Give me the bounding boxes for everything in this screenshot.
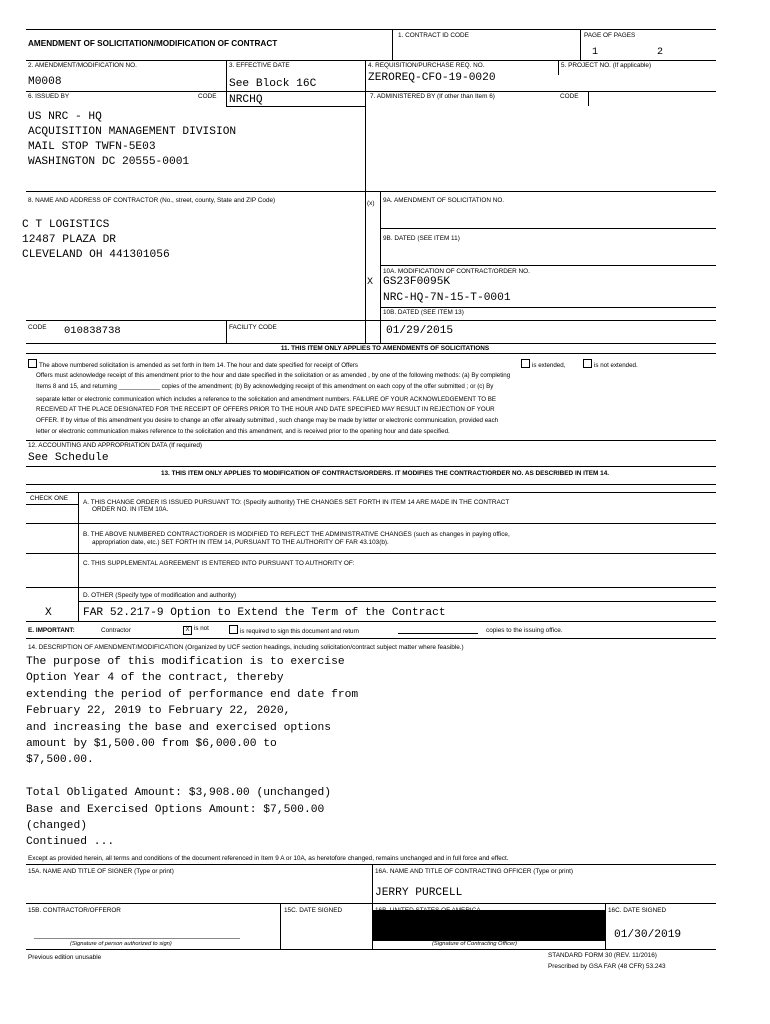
description-line: Total Obligated Amount: $3,908.00 (unchanged) [26, 787, 332, 799]
extended-label: is extended, [532, 362, 566, 369]
signer-label: 15A. NAME AND TITLE OF SIGNER (Type or print) [28, 868, 174, 875]
rule [26, 903, 716, 904]
issued-code-label: CODE [198, 93, 217, 100]
copies-label: copies to the issuing office. [486, 627, 563, 634]
modification-x-mark: X [367, 277, 374, 288]
accounting-label: 12. ACCOUNTING AND APPROPRIATION DATA (If required) [28, 442, 203, 449]
rule [26, 587, 716, 588]
issuer-line: WASHINGTON DC 20555-0001 [28, 156, 190, 168]
rule [280, 903, 281, 949]
rule [26, 484, 716, 485]
accounting-value: See Schedule [28, 452, 109, 464]
extended-option [521, 359, 565, 370]
dated-10b-value: 01/29/2015 [386, 325, 454, 337]
option-d-x-mark: X [45, 607, 52, 619]
rule [26, 440, 716, 441]
rule [580, 29, 581, 60]
rule [26, 504, 78, 505]
description-line: amount by $1,500.00 from $6,000.00 to [26, 738, 277, 750]
effective-date-value: See Block 16C [229, 78, 317, 90]
description-line: February 22, 2019 to February 22, 2020, [26, 705, 291, 717]
description-line: The purpose of this modification is to exercise [26, 656, 345, 668]
date-signed-16c-label: 16C. DATE SIGNED [608, 907, 667, 914]
amendment-no-value: M0008 [28, 76, 62, 88]
rule [365, 60, 366, 343]
standard-form-label: STANDARD FORM 30 (REV. 11/2016) [548, 952, 657, 959]
contract-id-label: 1. CONTRACT ID CODE [398, 32, 469, 39]
rule [26, 353, 716, 354]
contractor-code-label: CODE [28, 324, 47, 331]
item11-line1-row [28, 359, 358, 370]
contractor-line: C T LOGISTICS [22, 219, 110, 231]
rule [26, 492, 716, 493]
description-line: extending the period of performance end date from [26, 689, 359, 701]
contractor-line: 12487 PLAZA DR [22, 234, 116, 246]
requisition-label: 4. REQUISITION/PURCHASE REQ. NO. [368, 62, 485, 69]
administered-by-label: 7. ADMINISTERED BY (If other than Item 6) [370, 93, 495, 100]
dated-9b-label: 9B. DATED (SEE ITEM 11) [383, 235, 460, 242]
except-text: Except as provided herein, all terms and conditions of the document referenced in Item 9 A or 10A, as heretofore changed, remains unchanged and in full force and effect. [28, 855, 509, 862]
item11-line1: The above numbered solicitation is amended as set forth in Item 14. The hour and date specified for receipt of Offers [39, 362, 358, 369]
rule [26, 553, 716, 554]
option-a-line1: A. THIS CHANGE ORDER IS ISSUED PURSUANT TO: (Specify authority) THE CHANGES SET FORTH IN ITEM 14 ARE MADE IN THE CONTRACT [83, 499, 510, 506]
rule [26, 638, 716, 639]
administered-code-label: CODE [560, 93, 579, 100]
item11-checkbox[interactable] [28, 359, 37, 368]
rule [26, 523, 716, 524]
is-not-option [183, 625, 209, 635]
item11-line: letter or electronic communication makes reference to the solicitation and this amendment, and is received prior to the opening hour and date specified. [36, 428, 450, 435]
signature-officer-caption: (Signature of Contracting Officer) [432, 941, 518, 947]
rule-bottom [26, 949, 716, 950]
contracting-officer-label: 16A. NAME AND TITLE OF CONTRACTING OFFICER (Type or print) [375, 868, 574, 875]
description-line: Option Year 4 of the contract, thereby [26, 672, 284, 684]
rule [588, 91, 589, 106]
is-required-label: is required to sign this document and return [240, 628, 360, 635]
issuer-line: US NRC - HQ [28, 111, 102, 123]
option-c-line: C. THIS SUPPLEMENTAL AGREEMENT IS ENTERED INTO PURSUANT TO AUTHORITY OF: [83, 560, 355, 567]
contracting-officer-name: JERRY PURCELL [375, 887, 463, 899]
dated-10b-label: 10B. DATED (SEE ITEM 13) [383, 309, 464, 316]
total-pages: 2 [657, 47, 664, 58]
prescribed-label: Prescribed by GSA FAR (48 CFR) 53.243 [548, 963, 666, 970]
rule [226, 106, 365, 107]
rule [380, 191, 381, 343]
issuer-line: ACQUISITION MANAGEMENT DIVISION [28, 126, 237, 138]
issued-code-value: NRCHQ [229, 94, 263, 106]
page-of-pages-label: PAGE OF PAGES [584, 32, 636, 39]
rule [380, 265, 716, 266]
not-extended-option [583, 359, 638, 370]
requisition-value: ZEROREQ-CFO-19-0020 [368, 72, 496, 84]
rule [26, 320, 716, 321]
contractor-label: 8. NAME AND ADDRESS OF CONTRACTOR (No., street, county, State and ZIP Code) [28, 197, 276, 204]
option-d-value: FAR 52.217-9 Option to Extend the Term of the Contract [83, 607, 446, 619]
project-no-label: 5. PROJECT NO. (If applicable) [561, 62, 652, 69]
item11-line: OFFER. If by virtue of this amendment you desire to change an offer already submitted , such change may be made by letter or electronic communication, provided each [36, 417, 499, 424]
modification-value-1: GS23F0095K [383, 276, 451, 288]
rule [380, 228, 716, 229]
amendment-no-label: 2. AMENDMENT/MODIFICATION NO. [28, 62, 137, 69]
rule [26, 621, 716, 622]
rule [26, 60, 716, 61]
rule [26, 864, 716, 865]
item11-line: Items 8 and 15, and returning ____________ copies of the amendment; (b) By acknowledging receipt of this amendment on each copy of the offer submitted ; or (c) By [36, 383, 494, 390]
contractor-offeror-label: 15B. CONTRACTOR/OFFEROR [28, 907, 121, 914]
is-required-checkbox[interactable] [229, 625, 238, 634]
copies-blank-line [398, 633, 478, 634]
x-column-label: (x) [367, 200, 375, 207]
not-extended-label: is not extended. [594, 362, 638, 369]
item11-title: 11. THIS ITEM ONLY APPLIES TO AMENDMENTS OF SOLICITATIONS [280, 345, 490, 352]
rule [558, 60, 559, 75]
item11-line: RECEIVED AT THE PLACE DESIGNATED FOR THE RECEIPT OF OFFERS PRIOR TO THE HOUR AND DATE SPECIFIED MAY RESULT IN REJECTION OF YOUR [36, 406, 495, 413]
is-not-checkbox[interactable]: X [183, 626, 192, 635]
redacted-signature-block [373, 910, 605, 941]
modification-value-2: NRC-HQ-7N-15-T-0001 [383, 292, 511, 304]
issuer-line: MAIL STOP TWFN-5E03 [28, 141, 156, 153]
description-label: 14. DESCRIPTION OF AMENDMENT/MODIFICATION (Organized by UCF section headings, including solicitation/contract subject matter where feasible.) [28, 644, 464, 651]
rule [392, 29, 393, 60]
is-required-option [229, 625, 359, 636]
modification-no-label: 10A. MODIFICATION OF CONTRACT/ORDER NO. [383, 268, 530, 275]
item13-title: 13. THIS ITEM ONLY APPLIES TO MODIFICATION OF CONTRACTS/ORDERS. IT MODIFIES THE CONTRACT/ORDER NO. AS DESCRIBED IN ITEM 14. [160, 470, 610, 477]
rule [226, 91, 227, 106]
rule [26, 466, 716, 467]
option-d-line: D. OTHER (Specify type of modification and authority) [83, 592, 237, 599]
description-line: (changed) [26, 820, 88, 832]
rule [26, 91, 716, 92]
item11-line: Offers must acknowledge receipt of this amendment prior to the hour and date specified in the solicitation or as amended , by one of the following methods: (a) By completing [36, 372, 511, 379]
rule [26, 343, 716, 344]
rule [605, 903, 606, 949]
option-b-line2: appropriation date, etc.) SET FORTH IN ITEM 14, PURSUANT TO THE AUTHORITY OF FAR 43.103(b). [92, 539, 389, 546]
check-one-label: CHECK ONE [30, 495, 68, 502]
description-line: Continued ... [26, 836, 115, 848]
rule [26, 191, 716, 192]
description-line: and increasing the base and exercised options [26, 722, 332, 734]
previous-edition-note: Previous edition unusable [28, 954, 102, 961]
contractor-line: CLEVELAND OH 441301056 [22, 249, 170, 261]
rule [78, 601, 716, 602]
date-signed-15c-label: 15C. DATE SIGNED [284, 907, 343, 914]
contractor-signature-line[interactable] [34, 938, 240, 939]
rule-top [26, 29, 716, 30]
important-label: E. IMPORTANT: [28, 627, 75, 634]
description-line: Base and Exercised Options Amount: $7,500.00 [26, 804, 325, 816]
form-title: AMENDMENT OF SOLICITATION/MODIFICATION OF CONTRACT [28, 39, 278, 48]
amend-solicitation-label: 9A. AMENDMENT OF SOLICITATION NO. [383, 197, 505, 204]
extended-checkbox[interactable] [521, 359, 530, 368]
page-number: 1 [592, 47, 599, 58]
item11-line: separate letter or electronic communication which includes a reference to the solicitation and amendment numbers. FAILURE OF YOUR ACKNOWLEDGEMENT TO BE [36, 396, 497, 403]
important-contractor: Contractor [101, 627, 131, 634]
contractor-code-value: 010838738 [64, 325, 121, 337]
effective-date-label: 3. EFFECTIVE DATE [229, 62, 290, 69]
option-b-line1: B. THE ABOVE NUMBERED CONTRACT/ORDER IS MODIFIED TO REFLECT THE ADMINISTRATIVE CHANGES (such as changes in paying office, [83, 531, 510, 538]
date-signed-16c-value: 01/30/2019 [614, 929, 682, 941]
signature-person-caption: (Signature of person authorized to sign) [70, 941, 172, 947]
rule [380, 307, 716, 308]
rule [226, 320, 227, 343]
facility-code-label: FACILITY CODE [229, 324, 277, 331]
option-a-line2: ORDER NO. IN ITEM 10A. [92, 506, 169, 513]
rule [226, 60, 227, 91]
description-line: $7,500.00. [26, 754, 94, 766]
issued-by-label: 6. ISSUED BY [28, 93, 70, 100]
not-extended-checkbox[interactable] [583, 359, 592, 368]
is-not-label: is not [194, 625, 209, 632]
